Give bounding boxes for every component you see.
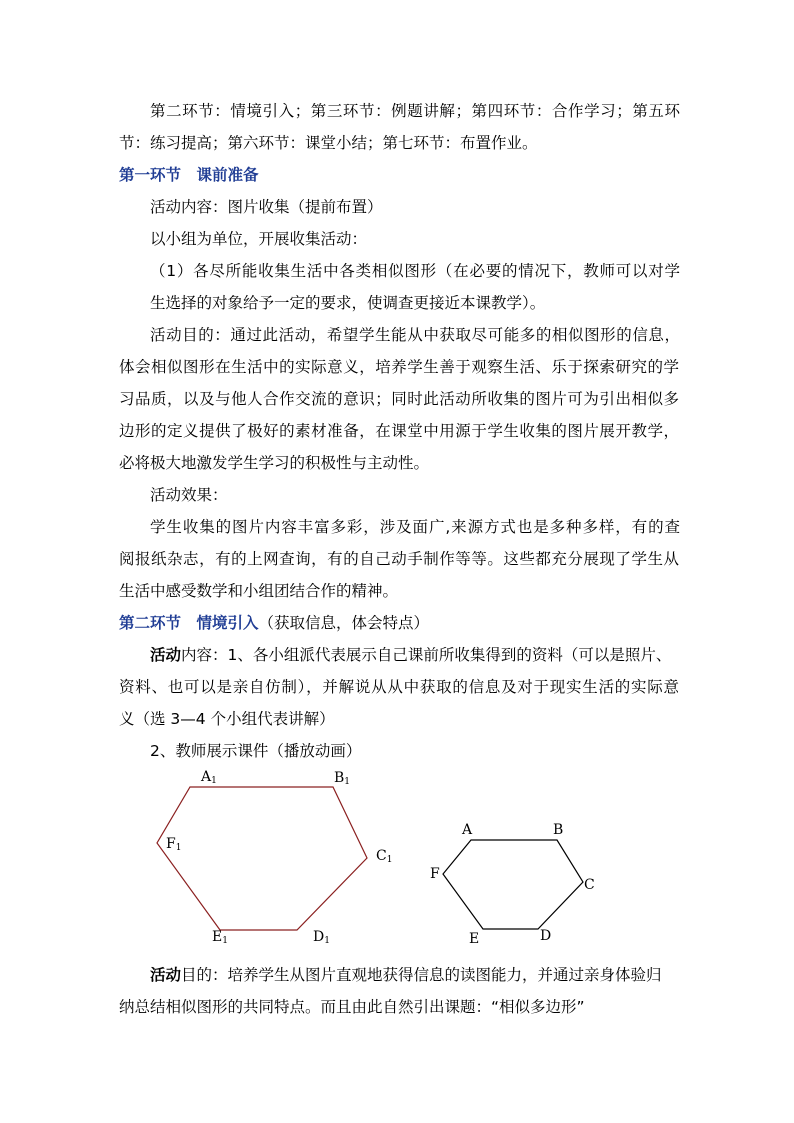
label-a: A	[462, 822, 473, 838]
activity-goal-line-1: 活动目的：通过此活动，希望学生能从中获取尽可能多的相似图形的信息，	[150, 326, 680, 344]
label-e1: E1	[212, 929, 228, 946]
label-d1: D1	[313, 929, 330, 946]
activity-effect-line-1: 学生收集的图片内容丰富多彩，涉及面广,来源方式也是多种多样，有的查	[150, 518, 680, 536]
activity-goal-line-5: 必将极大地激发学生学习的积极性与主动性。	[119, 454, 430, 472]
label-f1: F1	[166, 836, 182, 853]
content-line-2: 资料、也可以是亲自仿制），并解说从从中获取的信息及对于现实生活的实际意	[119, 678, 679, 696]
large-hexagon	[157, 787, 367, 930]
goal-line-2: 纳总结相似图形的共同特点。而且由此自然引出课题：“相似多边形”	[119, 998, 585, 1016]
content-line-3: 义（选 3—4 个小组代表讲解）	[119, 710, 335, 728]
content-line-1-text: 内容：1、各小组派代表展示自己课前所收集得到的资料（可以是照片、	[181, 646, 672, 664]
section-heading-1: 第一环节 课前准备	[119, 166, 259, 184]
label-c: C	[584, 877, 595, 893]
activity-effect-line-3: 生活中感受数学和小组团结合作的精神。	[119, 582, 399, 600]
activity-item-1-line-2: 生选择的对象给予一定的要求，使调查更接近本课教学）。	[150, 294, 546, 312]
label-a1: A1	[201, 769, 217, 786]
activity-effect-line-2: 阅报纸杂志，有的上网查询，有的自己动手制作等等。这些都充分展现了学生从	[119, 550, 679, 568]
section-heading-2-subtitle: （获取信息，体会特点）	[258, 614, 430, 632]
paragraph-intro-line-1: 第二环节：情境引入；第三环节：例题讲解；第四环节：合作学习；第五环	[150, 102, 680, 120]
label-e: E	[469, 931, 480, 947]
activity-unit-line: 以小组为单位，开展收集活动：	[150, 230, 368, 248]
label-b1: B1	[334, 770, 351, 787]
goal-bold-prefix: 活动	[150, 966, 182, 984]
content-bold-prefix: 活动	[150, 646, 182, 664]
activity-effect-label: 活动效果：	[150, 486, 228, 504]
label-c1: C1	[376, 848, 393, 865]
activity-goal-line-3: 习品质，以及与他人合作交流的意识；同时此活动所收集的图片可为引出相似多	[119, 390, 679, 408]
activity-item-1-line-1: （1）各尽所能收集生活中各类相似图形（在必要的情况下，教师可以对学	[150, 262, 680, 280]
courseware-line: 2、教师展示课件（播放动画）	[150, 742, 362, 760]
label-f: F	[430, 866, 440, 882]
activity-content-line: 活动内容：图片收集（提前布置）	[150, 198, 383, 216]
activity-goal-line-2: 体会相似图形在生活中的实际意义，培养学生善于观察生活、乐于探索研究的学	[119, 358, 679, 376]
label-b: B	[553, 822, 564, 838]
goal-line-1	[150, 965, 680, 985]
small-hexagon	[443, 840, 583, 929]
section-heading-2-title: 第二环节 情境引入	[119, 614, 259, 632]
activity-goal-line-4: 边形的定义提供了极好的素材准备，在课堂中用源于学生收集的图片展开教学，	[119, 422, 679, 440]
goal-line-1-text: 目的：培养学生从图片直观地获得信息的读图能力，并通过亲身体验归	[181, 966, 662, 984]
label-d: D	[540, 928, 552, 944]
paragraph-intro-line-2: 节：练习提高；第六环节：课堂小结；第七环节：布置作业。	[119, 134, 538, 152]
